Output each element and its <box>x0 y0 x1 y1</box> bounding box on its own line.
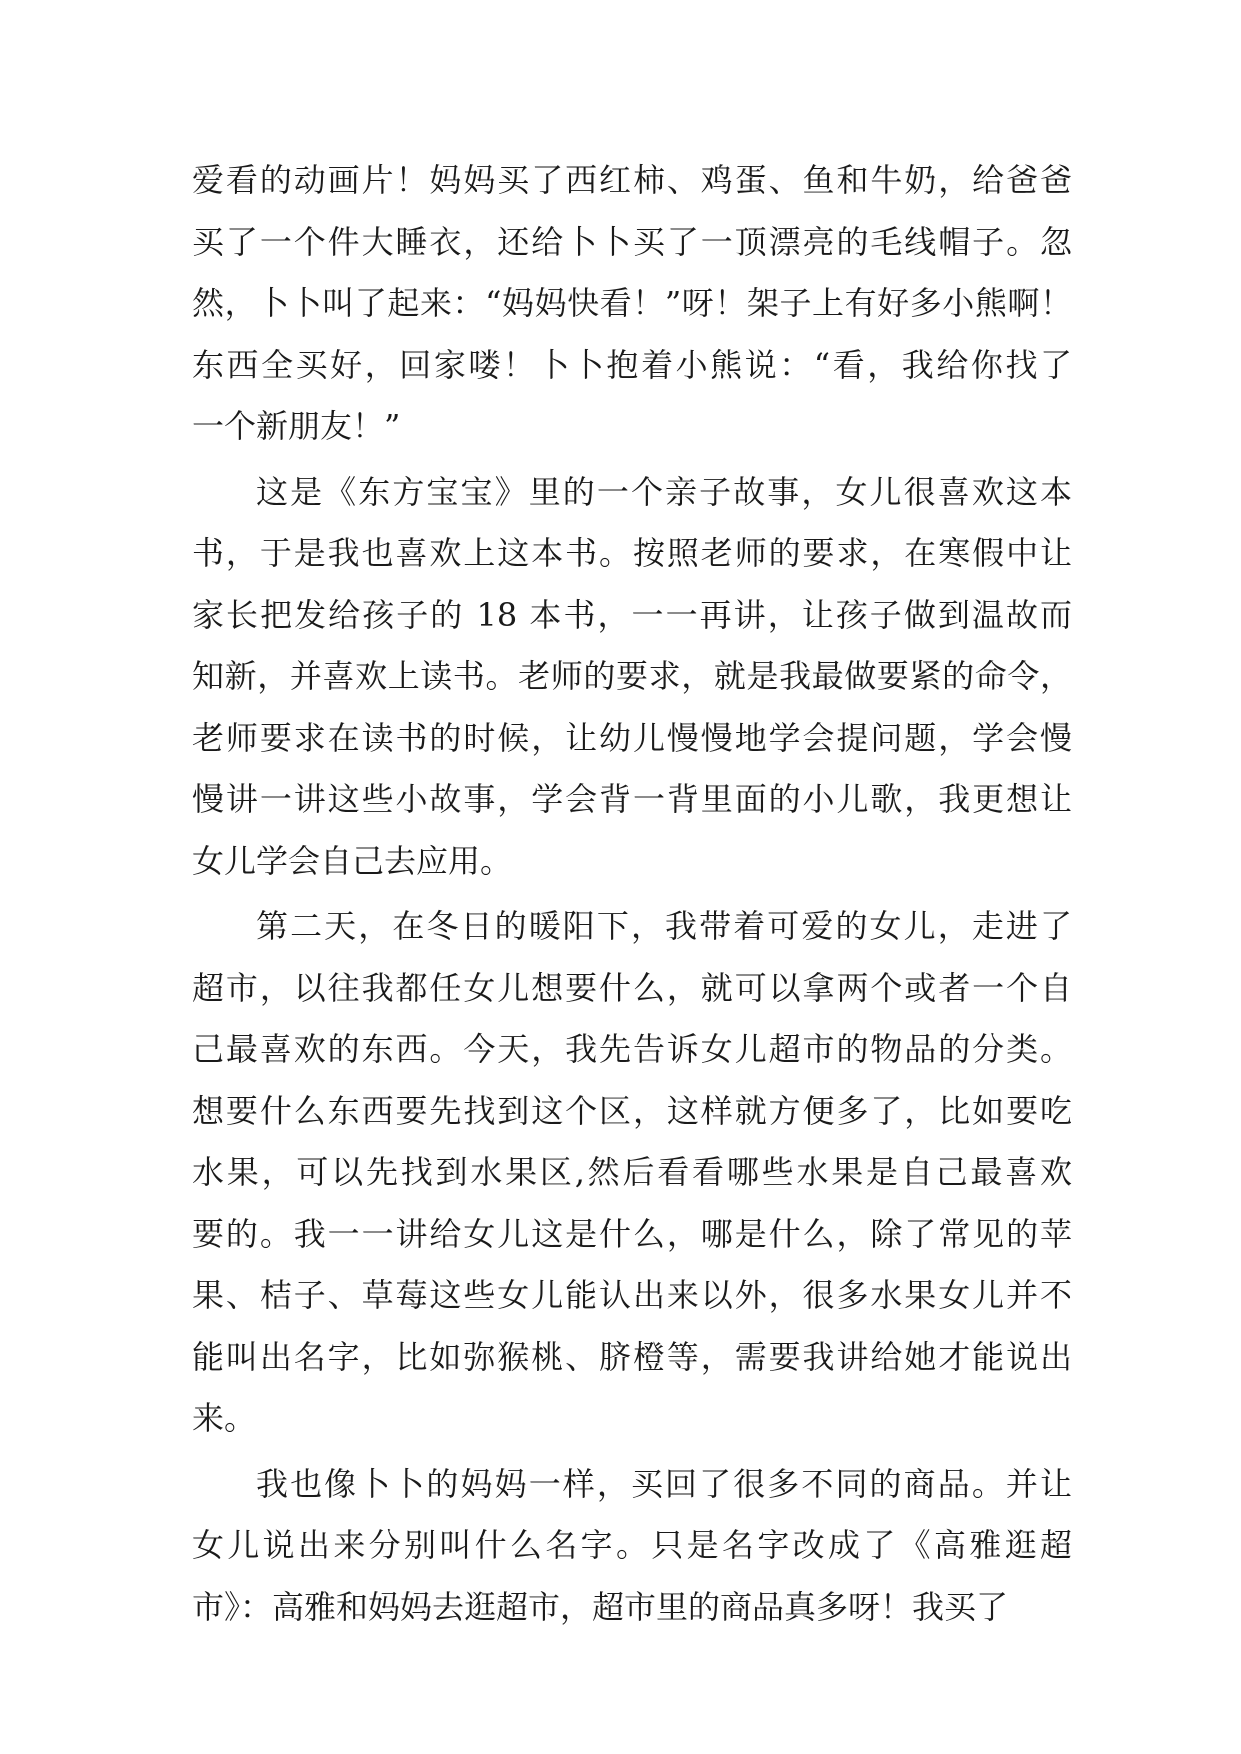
paragraph <box>192 462 1072 893</box>
paragraph-line: 第二天，在冬日的暖阳下，我带着可爱的女儿，走进了 <box>256 907 1072 945</box>
paragraph-line: 女儿学会自己去应用。 <box>192 841 513 880</box>
paragraph-line: 一个新朋友！” <box>192 407 401 445</box>
paragraph-line: 然，卜卜叫了起来：“妈妈快看！”呀！架子上有好多小熊啊！ <box>192 284 1072 322</box>
paragraph-line: 女儿说出来分别叫什么名字。只是名字改成了《高雅逛超 <box>192 1526 1072 1564</box>
paragraph-line: 市》：高雅和妈妈去逛超市，超市里的商品真多呀！我买了 <box>192 1587 1009 1626</box>
paragraph-line: 慢讲一讲这些小故事，学会背一背里面的小儿歌，我更想让 <box>192 780 1072 818</box>
paragraph-line: 我也像卜卜的妈妈一样，买回了很多不同的商品。并让 <box>256 1464 1072 1503</box>
paragraph-line: 书，于是我也喜欢上这本书。按照老师的要求，在寒假中让 <box>192 534 1072 572</box>
paragraph-line: 东西全买好，回家喽！卜卜抱着小熊说：“看，我给你找了 <box>192 345 1072 384</box>
paragraph <box>192 1454 1072 1639</box>
paragraph-line: 来。 <box>192 1399 257 1437</box>
paragraph-line: 知新，并喜欢上读书。老师的要求，就是我最做要紧的命令， <box>192 657 1072 695</box>
paragraph-line: 这是《东方宝宝》里的一个亲子故事，女儿很喜欢这本 <box>256 472 1072 511</box>
paragraph-line: 买了一个件大睡衣，还给卜卜买了一顶漂亮的毛线帽子。忽 <box>192 222 1072 261</box>
paragraph <box>192 896 1072 1450</box>
paragraph-line: 要的。我一一讲给女儿这是什么，哪是什么，除了常见的苹 <box>192 1214 1072 1253</box>
paragraph-line: 爱看的动画片！妈妈买了西红柿、鸡蛋、鱼和牛奶，给爸爸 <box>192 161 1072 199</box>
paragraph <box>192 150 1072 458</box>
document-page <box>192 150 1072 1638</box>
paragraph-line: 能叫出名字，比如弥猴桃、脐橙等，需要我讲给她才能说出 <box>192 1337 1072 1376</box>
paragraph-line: 果、桔子、草莓这些女儿能认出来以外，很多水果女儿并不 <box>192 1276 1072 1314</box>
paragraph-line: 水果，可以先找到水果区,然后看看哪些水果是自己最喜欢 <box>192 1153 1072 1191</box>
paragraph-line: 老师要求在读书的时候，让幼儿慢慢地学会提问题，学会慢 <box>192 718 1072 757</box>
paragraph-line: 家长把发给孩子的 18 本书，一一再讲，让孩子做到温故而 <box>192 595 1072 634</box>
paragraph-line: 己最喜欢的东西。今天，我先告诉女儿超市的物品的分类。 <box>192 1030 1072 1068</box>
paragraph-line: 想要什么东西要先找到这个区，这样就方便多了，比如要吃 <box>192 1091 1072 1130</box>
paragraph-line: 超市，以往我都任女儿想要什么，就可以拿两个或者一个自 <box>192 968 1072 1007</box>
